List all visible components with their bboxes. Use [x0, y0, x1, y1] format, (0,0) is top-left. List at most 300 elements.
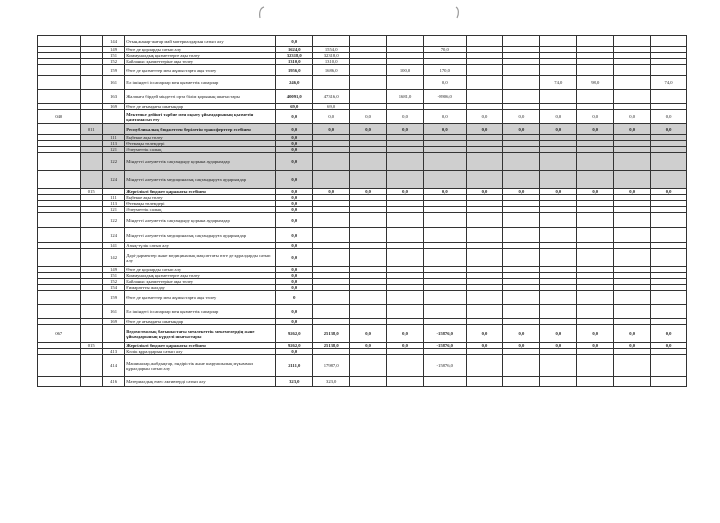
value-cell: [350, 228, 387, 243]
value-cell: [577, 153, 614, 171]
value-cell: 0,0: [276, 153, 313, 171]
program-code-cell: [80, 76, 102, 90]
value-cell: [313, 249, 350, 267]
value-cell: -15876,0: [424, 355, 467, 377]
value-cell: [313, 305, 350, 319]
function-code-cell: [38, 90, 81, 104]
value-cell: 9262,0: [276, 343, 313, 349]
value-cell: [577, 249, 614, 267]
value-cell: 0,0: [614, 343, 651, 349]
value-cell: 0,0: [424, 124, 467, 135]
item-name-cell: Материалдық емес активтерді сатып алу: [125, 377, 276, 387]
item-name-cell: Дәрі-дәрмектер және медициналық мақсаттағы өзге де құралдарды сатып алу: [125, 249, 276, 267]
value-cell: [350, 249, 387, 267]
value-cell: 0,0: [466, 189, 503, 195]
value-cell: [387, 291, 424, 305]
value-cell: [651, 213, 687, 228]
function-code-cell: [38, 355, 81, 377]
value-cell: [424, 213, 467, 228]
table-row: [38, 110, 687, 124]
value-cell: [466, 213, 503, 228]
item-name-cell: Жергілікті бюджет қаражаты есебінен: [125, 189, 276, 195]
value-cell: 1624,0: [276, 47, 313, 53]
item-name-cell: Ведомстволық бағыныстағы мемлекеттік мекемелердің және ұйымдарының күрделі шығыстары: [125, 325, 276, 343]
value-cell: 0,0: [614, 110, 651, 124]
program-code-cell: [80, 65, 102, 76]
value-cell: [503, 355, 540, 377]
item-name-cell: Өзге де ағымдағы шығындар: [125, 319, 276, 325]
item-name-cell: Өзге де қорларды сатып алу: [125, 267, 276, 273]
item-name-cell: Көлік құралдарын сатып алу: [125, 349, 276, 355]
table-row: [38, 228, 687, 243]
value-cell: 1686,0: [313, 65, 350, 76]
value-cell: [503, 305, 540, 319]
value-cell: 0,0: [313, 124, 350, 135]
value-cell: 0,0: [276, 319, 313, 325]
value-cell: 0,0: [577, 110, 614, 124]
function-code-cell: [38, 124, 81, 135]
value-cell: [387, 153, 424, 171]
specific-code-cell: 149: [102, 267, 124, 273]
value-cell: [614, 153, 651, 171]
value-cell: [466, 291, 503, 305]
table-row: [38, 355, 687, 377]
value-cell: [577, 171, 614, 189]
value-cell: -15876,0: [424, 325, 467, 343]
specific-code-cell: 124: [102, 228, 124, 243]
value-cell: 32318,0: [276, 53, 313, 59]
item-name-cell: Коммуналдық қызметтерге ақы төлеу: [125, 53, 276, 59]
value-cell: 0,0: [276, 279, 313, 285]
value-cell: [540, 249, 577, 267]
value-cell: [387, 76, 424, 90]
value-cell: 0,0: [614, 189, 651, 195]
value-cell: [424, 36, 467, 47]
specific-code-cell: 121: [102, 207, 124, 213]
value-cell: 69,0: [313, 104, 350, 110]
value-cell: 0,0: [540, 110, 577, 124]
program-code-cell: 015: [80, 343, 102, 349]
value-cell: 0,0: [276, 213, 313, 228]
value-cell: 0,0: [614, 325, 651, 343]
value-cell: 0,0: [387, 110, 424, 124]
value-cell: [540, 228, 577, 243]
value-cell: 246,0: [276, 76, 313, 90]
binder-hole-mark-right: [453, 6, 463, 20]
program-code-cell: [80, 171, 102, 189]
item-name-cell: Жергілікті бюджет қаражаты есебінен: [125, 343, 276, 349]
specific-code-cell: 161: [102, 76, 124, 90]
program-code-cell: [80, 213, 102, 228]
value-cell: [424, 153, 467, 171]
value-cell: [540, 153, 577, 171]
value-cell: [577, 36, 614, 47]
value-cell: 25138,0: [313, 343, 350, 349]
program-code-cell: 011: [80, 124, 102, 135]
value-cell: [614, 291, 651, 305]
value-cell: 0,0: [276, 36, 313, 47]
specific-code-cell: 122: [102, 213, 124, 228]
value-cell: [503, 291, 540, 305]
value-cell: 47316,0: [313, 90, 350, 104]
specific-code-cell: 159: [102, 291, 124, 305]
table-row: [38, 76, 687, 90]
value-cell: -8906,0: [424, 90, 467, 104]
table-row: [38, 291, 687, 305]
program-code-cell: [80, 305, 102, 319]
value-cell: [387, 213, 424, 228]
program-code-cell: [80, 90, 102, 104]
item-name-cell: Әлеуметтік салық: [125, 147, 276, 153]
value-cell: [387, 171, 424, 189]
function-code-cell: [38, 249, 81, 267]
table-row: [38, 171, 687, 189]
specific-code-cell: [102, 124, 124, 135]
value-cell: [577, 355, 614, 377]
value-cell: [540, 65, 577, 76]
value-cell: 0,0: [276, 147, 313, 153]
value-cell: 0: [276, 291, 313, 305]
value-cell: 1956,0: [276, 65, 313, 76]
value-cell: [503, 228, 540, 243]
function-code-cell: [38, 76, 81, 90]
value-cell: 0,0: [276, 228, 313, 243]
item-name-cell: Байланыс қызметтеріне ақы төлеу: [125, 59, 276, 65]
value-cell: [577, 65, 614, 76]
value-cell: 1310,0: [276, 59, 313, 65]
value-cell: 0,0: [350, 124, 387, 135]
value-cell: [350, 377, 387, 387]
function-code-cell: [38, 213, 81, 228]
value-cell: [503, 249, 540, 267]
value-cell: [651, 153, 687, 171]
value-cell: [614, 90, 651, 104]
item-name-cell: Өзге де қорларды сатып алу: [125, 47, 276, 53]
value-cell: 0,0: [466, 343, 503, 349]
value-cell: [503, 171, 540, 189]
value-cell: [313, 153, 350, 171]
value-cell: [350, 171, 387, 189]
value-cell: [350, 36, 387, 47]
item-name-cell: Міндетті әлеуметтік медициналық сақтандыруға аударымдар: [125, 228, 276, 243]
function-code-cell: [38, 153, 81, 171]
program-code-cell: [80, 153, 102, 171]
value-cell: [350, 355, 387, 377]
value-cell: [466, 377, 503, 387]
value-cell: [387, 355, 424, 377]
item-name-cell: Өзге де қызметтер мен жұмыстарға ақы төлеу: [125, 291, 276, 305]
item-name-cell: Ел ішіндегі іссапарлар мен қызметтік сапарлар: [125, 76, 276, 90]
value-cell: 0,0: [577, 343, 614, 349]
value-cell: 9262,0: [276, 325, 313, 343]
value-cell: [651, 377, 687, 387]
value-cell: [424, 291, 467, 305]
specific-code-cell: 113: [102, 201, 124, 207]
item-name-cell: Коммуналдық қызметтерге ақы төлеу: [125, 273, 276, 279]
value-cell: [466, 171, 503, 189]
value-cell: 0,0: [540, 343, 577, 349]
table-row: [38, 377, 687, 387]
value-cell: [540, 171, 577, 189]
value-cell: 0,0: [503, 124, 540, 135]
value-cell: [540, 36, 577, 47]
value-cell: 0,0: [387, 343, 424, 349]
value-cell: 0,0: [577, 325, 614, 343]
specific-code-cell: 413: [102, 349, 124, 355]
value-cell: 0,0: [540, 189, 577, 195]
value-cell: [424, 249, 467, 267]
item-name-cell: Еңбекке ақы төлеу: [125, 135, 276, 141]
item-name-cell: Машиналар,жабдықтар, өндірістік және шаруашылық мүкәммал құралдарын сатып алу: [125, 355, 276, 377]
value-cell: [387, 377, 424, 387]
value-cell: 0,0: [276, 189, 313, 195]
value-cell: 0,0: [276, 273, 313, 279]
value-cell: [424, 228, 467, 243]
item-name-cell: Ғимараттты жалдау: [125, 285, 276, 291]
value-cell: 0,0: [276, 195, 313, 201]
value-cell: [313, 36, 350, 47]
item-name-cell: Өзге де қызметтер мен жұмыстарға ақы төлеу: [125, 65, 276, 76]
value-cell: 0,0: [276, 207, 313, 213]
value-cell: 0,0: [276, 201, 313, 207]
specific-code-cell: 414: [102, 355, 124, 377]
value-cell: [651, 305, 687, 319]
value-cell: [614, 171, 651, 189]
specific-code-cell: 416: [102, 377, 124, 387]
value-cell: [350, 153, 387, 171]
binder-hole-mark-left: [257, 6, 267, 20]
value-cell: [651, 249, 687, 267]
value-cell: 0,0: [614, 124, 651, 135]
value-cell: [466, 153, 503, 171]
item-name-cell: Ел ішіндегі іссапарлар мен қызметтік сапарлар: [125, 305, 276, 319]
function-code-cell: 067: [38, 325, 81, 343]
value-cell: 0,0: [276, 285, 313, 291]
value-cell: 32318,0: [313, 53, 350, 59]
specific-code-cell: 141: [102, 243, 124, 249]
value-cell: [350, 90, 387, 104]
item-name-cell: Өтемақы төлемдері: [125, 141, 276, 147]
value-cell: 0,0: [313, 110, 350, 124]
specific-code-cell: 151: [102, 53, 124, 59]
value-cell: 0,0: [466, 124, 503, 135]
value-cell: [424, 377, 467, 387]
value-cell: [614, 305, 651, 319]
value-cell: 0,0: [350, 343, 387, 349]
value-cell: 0,0: [276, 249, 313, 267]
value-cell: 170,0: [424, 65, 467, 76]
program-code-cell: [80, 377, 102, 387]
value-cell: [313, 213, 350, 228]
program-code-cell: [80, 291, 102, 305]
table-row: [38, 325, 687, 343]
specific-code-cell: [102, 110, 124, 124]
value-cell: 1554,0: [313, 47, 350, 53]
value-cell: 69,0: [276, 104, 313, 110]
value-cell: 74,0: [651, 76, 687, 90]
specific-code-cell: 159: [102, 65, 124, 76]
table-row: [38, 249, 687, 267]
specific-code-cell: 111: [102, 135, 124, 141]
value-cell: 0,0: [276, 171, 313, 189]
value-cell: [466, 90, 503, 104]
value-cell: [614, 249, 651, 267]
value-cell: 0,0: [466, 325, 503, 343]
value-cell: [313, 228, 350, 243]
specific-code-cell: 149: [102, 47, 124, 53]
value-cell: 0,0: [466, 110, 503, 124]
value-cell: 98,0: [577, 76, 614, 90]
value-cell: 0,0: [387, 325, 424, 343]
function-code-cell: [38, 228, 81, 243]
value-cell: [614, 36, 651, 47]
value-cell: [651, 65, 687, 76]
table-row: [38, 124, 687, 135]
item-name-cell: Міндетті әлеуметтік медициналық сақтандыруға аударымдар: [125, 171, 276, 189]
value-cell: [651, 355, 687, 377]
item-name-cell: Жалпыға бірдей міндетті орта білім қорының шығыстары: [125, 90, 276, 104]
value-cell: 40091,0: [276, 90, 313, 104]
value-cell: [466, 249, 503, 267]
item-name-cell: Өзге де ағымдағы шығындар: [125, 104, 276, 110]
specific-code-cell: 169: [102, 104, 124, 110]
program-code-cell: [80, 325, 102, 343]
value-cell: 0,0: [350, 110, 387, 124]
value-cell: [350, 305, 387, 319]
value-cell: [466, 36, 503, 47]
specific-code-cell: 163: [102, 90, 124, 104]
item-name-cell: Мектепке дейінгі тәрбие мен оқыту ұйымдарының қызметін қамтамасыз ету: [125, 110, 276, 124]
value-cell: [387, 305, 424, 319]
function-code-cell: [38, 36, 81, 47]
value-cell: 0,0: [503, 343, 540, 349]
program-code-cell: [80, 355, 102, 377]
item-name-cell: Байланыс қызметтеріне ақы төлеу: [125, 279, 276, 285]
value-cell: 0,0: [276, 267, 313, 273]
value-cell: [350, 65, 387, 76]
value-cell: [424, 305, 467, 319]
function-code-cell: [38, 291, 81, 305]
item-name-cell: Міндетті әлеуметтік сақтандыру қорына аударымдар: [125, 153, 276, 171]
value-cell: [466, 355, 503, 377]
value-cell: 0,0: [503, 325, 540, 343]
value-cell: [614, 76, 651, 90]
value-cell: 0,0: [651, 124, 687, 135]
specific-code-cell: 152: [102, 59, 124, 65]
item-name-cell: Отын,жанар-жағар май материалдарын сатып алу: [125, 36, 276, 47]
program-code-cell: [80, 110, 102, 124]
function-code-cell: 040: [38, 110, 81, 124]
specific-code-cell: 144: [102, 36, 124, 47]
value-cell: 0,0: [577, 189, 614, 195]
value-cell: 0,0: [276, 349, 313, 355]
value-cell: [540, 355, 577, 377]
specific-code-cell: 121: [102, 147, 124, 153]
value-cell: 0,0: [276, 124, 313, 135]
value-cell: [540, 377, 577, 387]
value-cell: 323,0: [313, 377, 350, 387]
table-row: [38, 90, 687, 104]
value-cell: [577, 228, 614, 243]
value-cell: 0,0: [276, 135, 313, 141]
value-cell: [503, 153, 540, 171]
value-cell: [614, 228, 651, 243]
program-code-cell: 015: [80, 189, 102, 195]
value-cell: 70,0: [424, 47, 467, 53]
value-cell: 74,0: [540, 76, 577, 90]
item-name-cell: Өтемақы төлемдері: [125, 201, 276, 207]
table-row: [38, 305, 687, 319]
value-cell: [614, 65, 651, 76]
value-cell: [350, 213, 387, 228]
specific-code-cell: 113: [102, 141, 124, 147]
value-cell: [503, 36, 540, 47]
value-cell: [503, 90, 540, 104]
value-cell: 0,0: [313, 189, 350, 195]
value-cell: [577, 213, 614, 228]
value-cell: [651, 36, 687, 47]
value-cell: 0,0: [503, 110, 540, 124]
table-row: [38, 213, 687, 228]
specific-code-cell: 154: [102, 285, 124, 291]
value-cell: 0,0: [577, 124, 614, 135]
value-cell: 1681,0: [387, 90, 424, 104]
specific-code-cell: [102, 325, 124, 343]
item-name-cell: Міндетті әлеуметтік сақтандыру қорына аударымдар: [125, 213, 276, 228]
value-cell: [313, 171, 350, 189]
value-cell: 0,0: [540, 124, 577, 135]
value-cell: [540, 213, 577, 228]
value-cell: 0,0: [651, 325, 687, 343]
function-code-cell: [38, 171, 81, 189]
value-cell: [577, 90, 614, 104]
specific-code-cell: 151: [102, 273, 124, 279]
value-cell: [614, 355, 651, 377]
specific-code-cell: 161: [102, 305, 124, 319]
value-cell: 0,0: [424, 76, 467, 90]
budget-table: [37, 35, 687, 387]
value-cell: 17987,0: [313, 355, 350, 377]
value-cell: 0,0: [276, 110, 313, 124]
value-cell: [466, 65, 503, 76]
value-cell: [651, 228, 687, 243]
item-name-cell: Әлеуметтік салық: [125, 207, 276, 213]
program-code-cell: [80, 228, 102, 243]
table-row: [38, 153, 687, 171]
value-cell: [540, 90, 577, 104]
value-cell: [466, 228, 503, 243]
specific-code-cell: 152: [102, 279, 124, 285]
specific-code-cell: 142: [102, 249, 124, 267]
value-cell: [424, 171, 467, 189]
value-cell: [350, 76, 387, 90]
value-cell: [577, 305, 614, 319]
value-cell: [313, 76, 350, 90]
value-cell: 0,0: [503, 189, 540, 195]
value-cell: [651, 90, 687, 104]
value-cell: [387, 228, 424, 243]
value-cell: [651, 291, 687, 305]
value-cell: [577, 291, 614, 305]
program-code-cell: [80, 249, 102, 267]
value-cell: [387, 36, 424, 47]
specific-code-cell: 169: [102, 319, 124, 325]
value-cell: 25138,0: [313, 325, 350, 343]
value-cell: 0,0: [424, 189, 467, 195]
program-code-cell: [80, 36, 102, 47]
table-row: [38, 36, 687, 47]
value-cell: 0,0: [350, 325, 387, 343]
